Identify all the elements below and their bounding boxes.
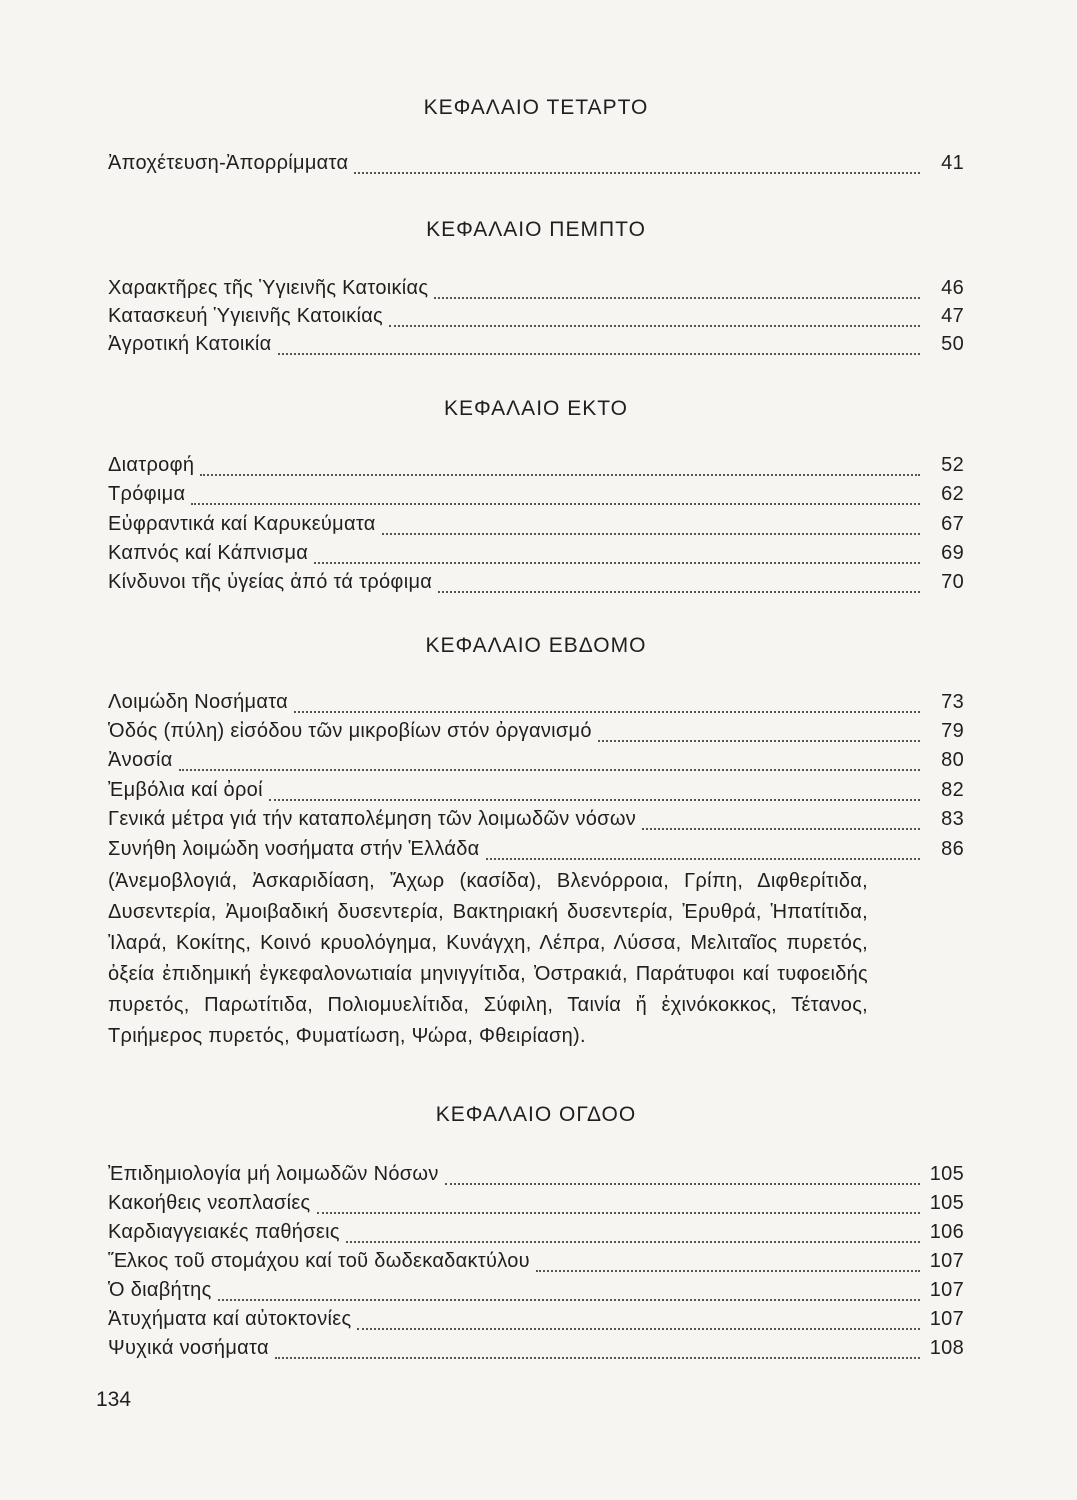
toc-entry-page: 80 xyxy=(941,749,964,771)
toc-entry xyxy=(108,1163,964,1191)
dot-leader xyxy=(445,1183,920,1185)
dot-leader xyxy=(536,1270,920,1272)
toc-entry xyxy=(108,691,964,719)
toc-entry-page: 50 xyxy=(941,333,964,355)
toc-entry xyxy=(108,454,964,482)
toc-entry-title: Ὁδός (πύλη) εἰσόδου τῶν μικροβίων στόν ὀργανισμό xyxy=(108,720,592,742)
toc-entry-title: Κατασκευή Ὑγιεινῆς Κατοικίας xyxy=(108,305,383,327)
toc-entry xyxy=(108,542,964,570)
toc-entry-title: Ἐπιδημιολογία μή λοιμωδῶν Νόσων xyxy=(108,1163,439,1185)
toc-entry-title: Ἀγροτική Κατοικία xyxy=(108,333,272,355)
toc-entry xyxy=(108,1337,964,1365)
toc-entry-page: 67 xyxy=(941,513,964,535)
dot-leader xyxy=(357,1328,919,1330)
toc-entry xyxy=(108,1221,964,1249)
toc-entry-title: Λοιμώδη Νοσήματα xyxy=(108,691,288,713)
chapter-heading: ΚΕΦΑΛΑΙΟ ΤΕΤΑΡΤΟ xyxy=(423,96,649,119)
toc-entry-page: 62 xyxy=(941,483,964,505)
dot-leader xyxy=(434,297,920,299)
toc-entry-title: Ἀνοσία xyxy=(108,749,173,771)
toc-entry xyxy=(108,483,964,511)
toc-entry-page: 83 xyxy=(941,808,964,830)
toc-entry xyxy=(108,720,964,748)
toc-entry-page: 47 xyxy=(941,305,964,327)
toc-entry xyxy=(108,1192,964,1220)
diseases-list-paragraph: (Ἀνεμοβλογιά, Ἀσκαριδίαση, Ἄχωρ (κασίδα), Βλενόρροια, Γρίπη, Διφθερίτιδα, Δυσεντερία, Ἀμοιβαδική δυσεντερία, Βακτηριακή δυσεντερία, Ἐρυθρά, Ἡπατίτιδα, Ἰλαρά, Κοκίτης, Κοινό κρυολόγημα, Κυνάγχη, Λέπρα, Λύσσα, Μελιταῖος πυρετός, ὀξεία ἐπιδημική ἐγκεφαλονωτιαία μηνιγγίτιδα, Ὀστρακιά, Παράτυφοι καί τυφοειδής πυρετός, Παρωτίτιδα, Πολιομυελίτιδα, Σύφιλη, Ταινία ἤ ἐχινόκοκκος, Τέτανος, Τριήμερος πυρετός, Φυματίωση, Ψώρα, Φθειρίαση). xyxy=(108,870,868,1047)
toc-entry xyxy=(108,779,964,807)
toc-entry-page: 86 xyxy=(941,838,964,860)
toc-entry-title: Συνήθη λοιμώδη νοσήματα στήν Ἑλλάδα xyxy=(108,838,480,860)
toc-entry-page: 79 xyxy=(941,720,964,742)
dot-leader xyxy=(269,799,920,801)
toc-entry xyxy=(108,277,964,305)
dot-leader xyxy=(642,828,920,830)
toc-entry-page: 107 xyxy=(929,1279,964,1301)
toc-entry-title: Ἀποχέτευση-Ἀπορρίμματα xyxy=(108,152,349,174)
toc-entry-title: Καπνός καί Κάπνισμα xyxy=(108,542,309,564)
toc-entry xyxy=(108,513,964,541)
toc-entry-page: 108 xyxy=(929,1337,964,1359)
toc-entry-title: Ἀτυχήματα καί αὐτοκτονίες xyxy=(108,1308,352,1330)
dot-leader xyxy=(382,533,920,535)
chapter-heading: ΚΕΦΑΛΑΙΟ ΟΓΔΟΟ xyxy=(435,1103,637,1126)
toc-entry xyxy=(108,571,964,599)
toc-entry xyxy=(108,305,964,333)
dot-leader xyxy=(294,711,920,713)
toc-entry-title: Χαρακτῆρες τῆς Ὑγιεινῆς Κατοικίας xyxy=(108,277,429,299)
toc-entry-title: Εὐφραντικά καί Καρυκεύματα xyxy=(108,513,376,535)
toc-entry-page: 41 xyxy=(941,152,964,174)
toc-entry xyxy=(108,1308,964,1336)
toc-entry xyxy=(108,333,964,361)
toc-entry-page: 46 xyxy=(941,277,964,299)
dot-leader xyxy=(438,591,920,593)
toc-entry-page: 52 xyxy=(941,454,964,476)
toc-entry-page: 107 xyxy=(929,1308,964,1330)
toc-entry xyxy=(108,152,964,180)
toc-entry xyxy=(108,808,964,836)
toc-entry-page: 107 xyxy=(929,1250,964,1272)
toc-entry-title: Κίνδυνοι τῆς ὑγείας ἀπό τά τρόφιμα xyxy=(108,571,433,593)
dot-leader xyxy=(218,1299,920,1301)
dot-leader xyxy=(598,740,920,742)
dot-leader xyxy=(314,562,920,564)
chapter-heading: ΚΕΦΑΛΑΙΟ ΕΒΔΟΜΟ xyxy=(425,634,647,657)
dot-leader xyxy=(354,172,920,174)
toc-entry xyxy=(108,838,964,866)
toc-entry xyxy=(108,1279,964,1307)
dot-leader xyxy=(346,1241,920,1243)
dot-leader xyxy=(389,325,920,327)
toc-entry-title: Διατροφή xyxy=(108,454,195,476)
chapter-heading: ΚΕΦΑΛΑΙΟ ΠΕΜΠΤΟ xyxy=(426,218,646,241)
toc-entry-page: 70 xyxy=(941,571,964,593)
page-number: 134 xyxy=(96,1388,132,1411)
toc-entry-page: 73 xyxy=(941,691,964,713)
toc-entry-title: Κακοήθεις νεοπλασίες xyxy=(108,1192,311,1214)
toc-entry-page: 105 xyxy=(929,1163,964,1185)
toc-entry-title: Ἐμβόλια καί ὀροί xyxy=(108,779,263,801)
toc-entry-page: 82 xyxy=(941,779,964,801)
toc-entry-title: Ὁ διαβήτης xyxy=(108,1279,212,1301)
toc-entry xyxy=(108,749,964,777)
toc-entry-title: Τρόφιμα xyxy=(108,483,186,505)
dot-leader xyxy=(317,1212,920,1214)
toc-entry-page: 69 xyxy=(941,542,964,564)
chapter-heading: ΚΕΦΑΛΑΙΟ ΕΚΤΟ xyxy=(443,397,628,420)
toc-entry-page: 106 xyxy=(929,1221,964,1243)
dot-leader xyxy=(486,858,920,860)
toc-entry-title: Ἕλκος τοῦ στομάχου καί τοῦ δωδεκαδακτύλου xyxy=(108,1250,530,1272)
dot-leader xyxy=(191,503,920,505)
toc-entry-page: 105 xyxy=(929,1192,964,1214)
toc-entry-title: Ψυχικά νοσήματα xyxy=(108,1337,269,1359)
dot-leader xyxy=(200,474,920,476)
dot-leader xyxy=(275,1357,920,1359)
dot-leader xyxy=(278,353,920,355)
dot-leader xyxy=(179,769,920,771)
toc-entry xyxy=(108,1250,964,1278)
toc-entry-title: Καρδιαγγειακές παθήσεις xyxy=(108,1221,340,1243)
toc-entry-title: Γενικά μέτρα γιά τήν καταπολέμηση τῶν λοιμωδῶν νόσων xyxy=(108,808,637,830)
